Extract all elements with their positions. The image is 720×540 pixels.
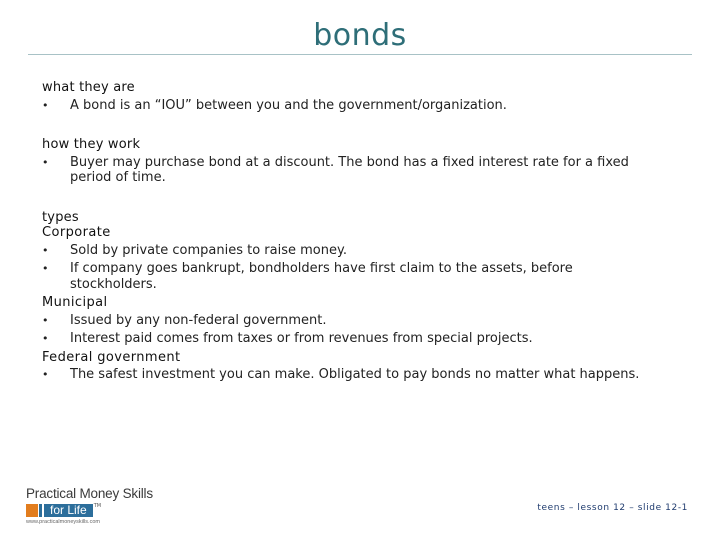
bullet-text: Buyer may purchase bond at a discount. The bond has a fixed interest rate for a fixed period of time. [70,154,629,185]
list-item [42,155,662,186]
logo-tagline: for Life [44,504,93,517]
list-item [42,331,662,347]
bullet-text: Sold by private companies to raise money. [70,242,347,258]
slide-body [42,80,662,386]
heading-how-they-work: how they work [42,137,141,152]
practical-money-skills-logo [26,486,166,528]
bullet-icon: • [42,368,49,381]
bullet-icon: • [42,262,49,275]
bullet-icon: • [42,243,49,257]
title-divider [28,54,692,55]
list-item [42,367,662,383]
list-item [42,261,662,292]
bullet-icon: • [42,98,49,112]
subheading-federal-government: Federal government [42,349,181,365]
list-item [42,98,662,114]
bullet-list-municipal [42,313,662,347]
bullet-list-federal [42,367,662,383]
bullet-list-what [42,98,662,114]
logo-url: www.practicalmoneyskills.com [26,519,100,525]
subheading-corporate: Corporate [42,225,111,240]
heading-types: types [42,209,79,225]
logo-orange-block [26,504,38,517]
bullet-text: If company goes bankrupt, bondholders have first claim to the assets, before stockholders. [70,261,573,292]
bullet-icon: • [42,332,49,345]
bullet-text: The safest investment you can make. Obligated to pay bonds no matter what happens. [70,367,640,382]
bullet-text: Interest paid comes from taxes or from revenues from special projects. [70,331,533,346]
logo-trademark: TM [93,503,102,509]
list-item [42,243,662,259]
bullet-text: A bond is an “IOU” between you and the government/organization. [70,97,507,113]
bullet-icon: • [42,155,49,169]
bullet-list-how [42,155,662,186]
slide-footer: teens – lesson 12 – slide 12-1 [537,503,688,513]
subheading-municipal: Municipal [42,295,108,310]
list-item [42,313,662,329]
slide-title: bonds [313,18,407,53]
heading-what-they-are: what they are [42,80,135,95]
bullet-text: Issued by any non-federal government. [70,312,327,328]
logo-wordmark: Practical Money Skills [26,486,153,501]
bullet-list-corporate [42,243,662,293]
logo-blue-block [39,504,42,517]
bullet-icon: • [42,313,49,327]
